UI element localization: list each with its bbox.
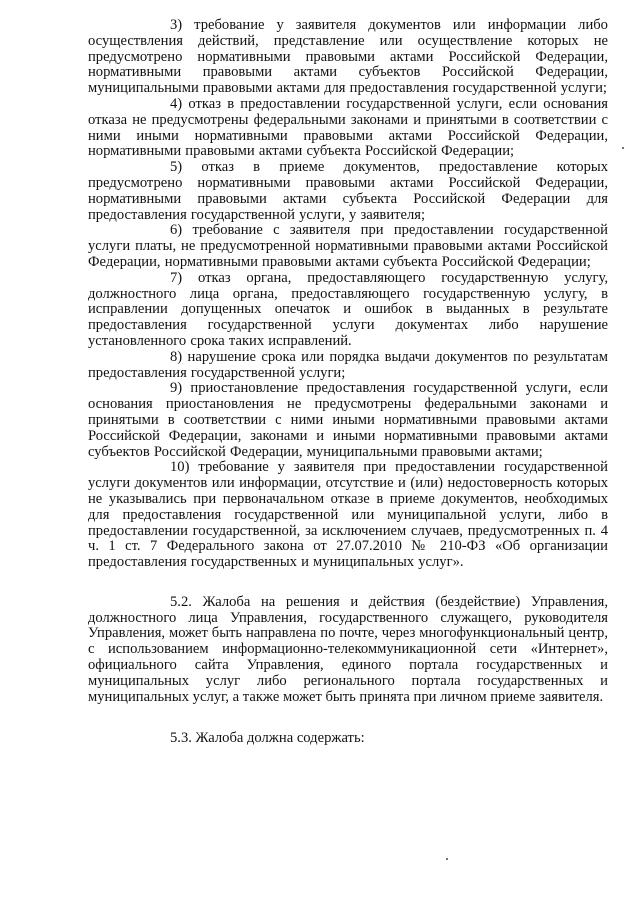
section-text: Жалоба на решения и действия (бездействие) Управления, должностного лица Управления, государственного служащего, руководителя Управления, может быть направлена по почте, через многофункциональный центр, с использованием информационно-телекоммуникационной сети «Интернет», официального сайта Управления, единого портала государственных и муниципальных услуг либо регионального портала государственных и муниципальных услуг, а также может быть принята при личном приеме заявителя. [88,593,608,705]
scan-speck [446,858,448,860]
item-number: 4) [170,95,183,112]
item-text: требование с заявителя при предоставлении государственной услуги платы, не предусмотренной нормативными правовыми актами Российской Федерации, нормативными правовыми актами субъекта Российской Федерации; [88,222,608,270]
item-text: отказ в предоставлении государственной услуги, если основания отказа не предусмотрены федеральными законами и принятыми в соответствии с ними иными нормативными правовыми актами Российской Федерации, нормативными правовыми актами субъекта Российской Федерации; [88,95,608,160]
list-item-8 [88,350,608,382]
item-text: отказ органа, предоставляющего государственную услугу, должностного лица органа, предоставляющего государственную услугу, в исправлении допущенных опечаток и ошибок в выданных в результате предоставления государственной услуги документах либо нарушение установленного срока таких исправлений. [88,269,608,349]
section-text: Жалоба должна содержать: [195,730,365,747]
item-text: нарушение срока или порядка выдачи документов по результатам предоставления государственной услуги; [88,348,608,381]
item-number: 6) [170,222,183,239]
item-text: требование у заявителя при предоставлении государственной услуги документов или информации, отсутствие и (или) недостоверность которых не указывались при первоначальном отказе в приеме документов, необходимых для предоставления государственной или муниципальной услуги, либо в предоставлении государственной, за исключением случаев, предусмотренных п. 4 ч. 1 ст. 7 Федерального закона от 27.07.2010 № 210-ФЗ «Об организации предоставления государственных и муниципальных услуг». [88,459,608,571]
list-item-10 [88,460,608,571]
list-item-6 [88,223,608,270]
list-item-4 [88,97,608,160]
item-number: 7) [170,269,183,286]
item-number: 3) [170,17,183,33]
item-number: 10) [170,459,190,476]
item-number: 9) [170,380,183,397]
item-number: 5) [170,159,183,176]
section-number: 5.3. [170,730,192,747]
list-item-9 [88,381,608,460]
item-text: требование у заявителя документов или информации либо осуществления действий, представление или осуществление которых не предусмотрено нормативными правовыми актами Российской Федерации, нормативными правовыми актами субъектов Российской Федерации, муниципальными правовыми актами для предоставления государственной услуги; [88,17,608,97]
list-item-7 [88,271,608,350]
item-number: 8) [170,348,183,365]
section-5-3 [88,731,608,747]
section-number: 5.2. [170,593,192,610]
item-text: приостановление предоставления государственной услуги, если основания приостановления не предусмотрены федеральными законами и принятыми в соответствии с ними иными нормативными правовыми актами Российской Федерации, законами и иными нормативными правовыми актами субъектов Российской Федерации, муниципальными правовыми актами; [88,380,608,460]
section-5-2 [88,595,608,706]
scan-speck [622,147,624,149]
item-text: отказ в приеме документов, предоставление которых предусмотрено нормативными правовыми актами Российской Федерации, нормативными правовыми актами субъекта Российской Федерации для предоставления государственной услуги, у заявителя; [88,159,608,223]
list-item-3 [88,18,608,97]
list-item-5 [88,160,608,223]
